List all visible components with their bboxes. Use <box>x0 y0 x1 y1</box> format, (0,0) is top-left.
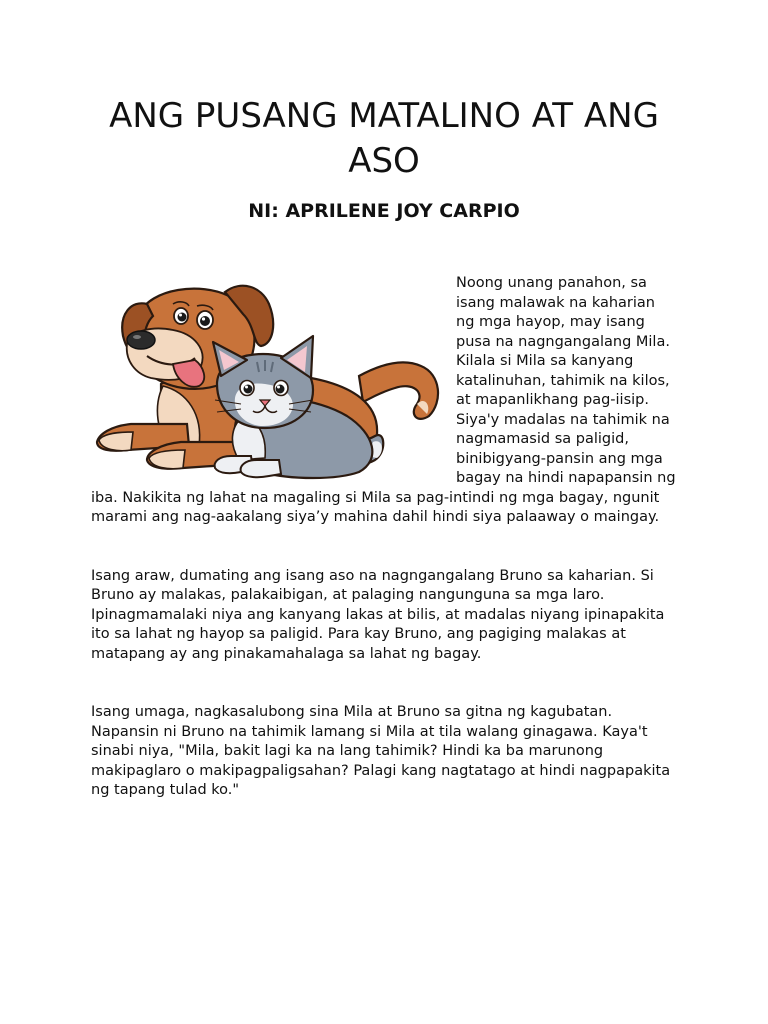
story-title: ANG PUSANG MATALINO AT ANG ASO <box>109 96 659 181</box>
story-paragraph-2: Isang araw, dumating ang isang aso na nagngangalang Bruno sa kaharian. Si Bruno ay malakas, palakaibigan, at palaging nangunguna sa mga laro. Ipinagmamalaki niya ang kanyang lakas at bilis, at madalas niyang ipinapakita ito sa lahat ng hayop sa paligid. Para kay Bruno, ang pagiging malakas at matapang ay ang pinakamahalaga sa lahat ng bagay. <box>91 567 665 662</box>
story-paragraph-3: Isang umaga, nagkasalubong sina Mila at Bruno sa gitna ng kagubatan. Napansin ni Bruno na tahimik lamang si Mila at tila walang ginagawa. Kaya't sinabi niya, "Mila, bakit lagi ka na lang tahimik? Hindi ka ba marunong makipaglaro o makipagpaligsahan? Palagi kang nagtatago at hindi nagpapakita ng tapang tulad ko." <box>91 704 671 798</box>
story-paragraph-1 <box>91 274 677 528</box>
document-page <box>91 0 677 801</box>
dog-nose <box>127 331 155 349</box>
dog-and-cat-illustration-icon <box>91 274 443 482</box>
cat-paw-right <box>241 460 281 477</box>
story-author: NI: APRILENE JOY CARPIO <box>248 200 520 222</box>
paragraph-1-text: Noong unang panahon, sa isang malawak na kaharian ng mga hayop, may isang pusa na nagngangalang Mila. Kilala si Mila sa kanyang katalinuhan, tahimik na kilos, at mapanlikhang pag-iisip. Siya'y madalas na tahimik na nagmamasid sa paligid, binibigyang-pansin ang mga bagay na hindi napapansin ng iba. Nakikita ng lahat na magaling si Mila sa pag-intindi ng mga bagay, ngunit marami ang nag-aakalang siya’y mahina dahil hindi siya palaaway o maingay. <box>91 275 676 525</box>
